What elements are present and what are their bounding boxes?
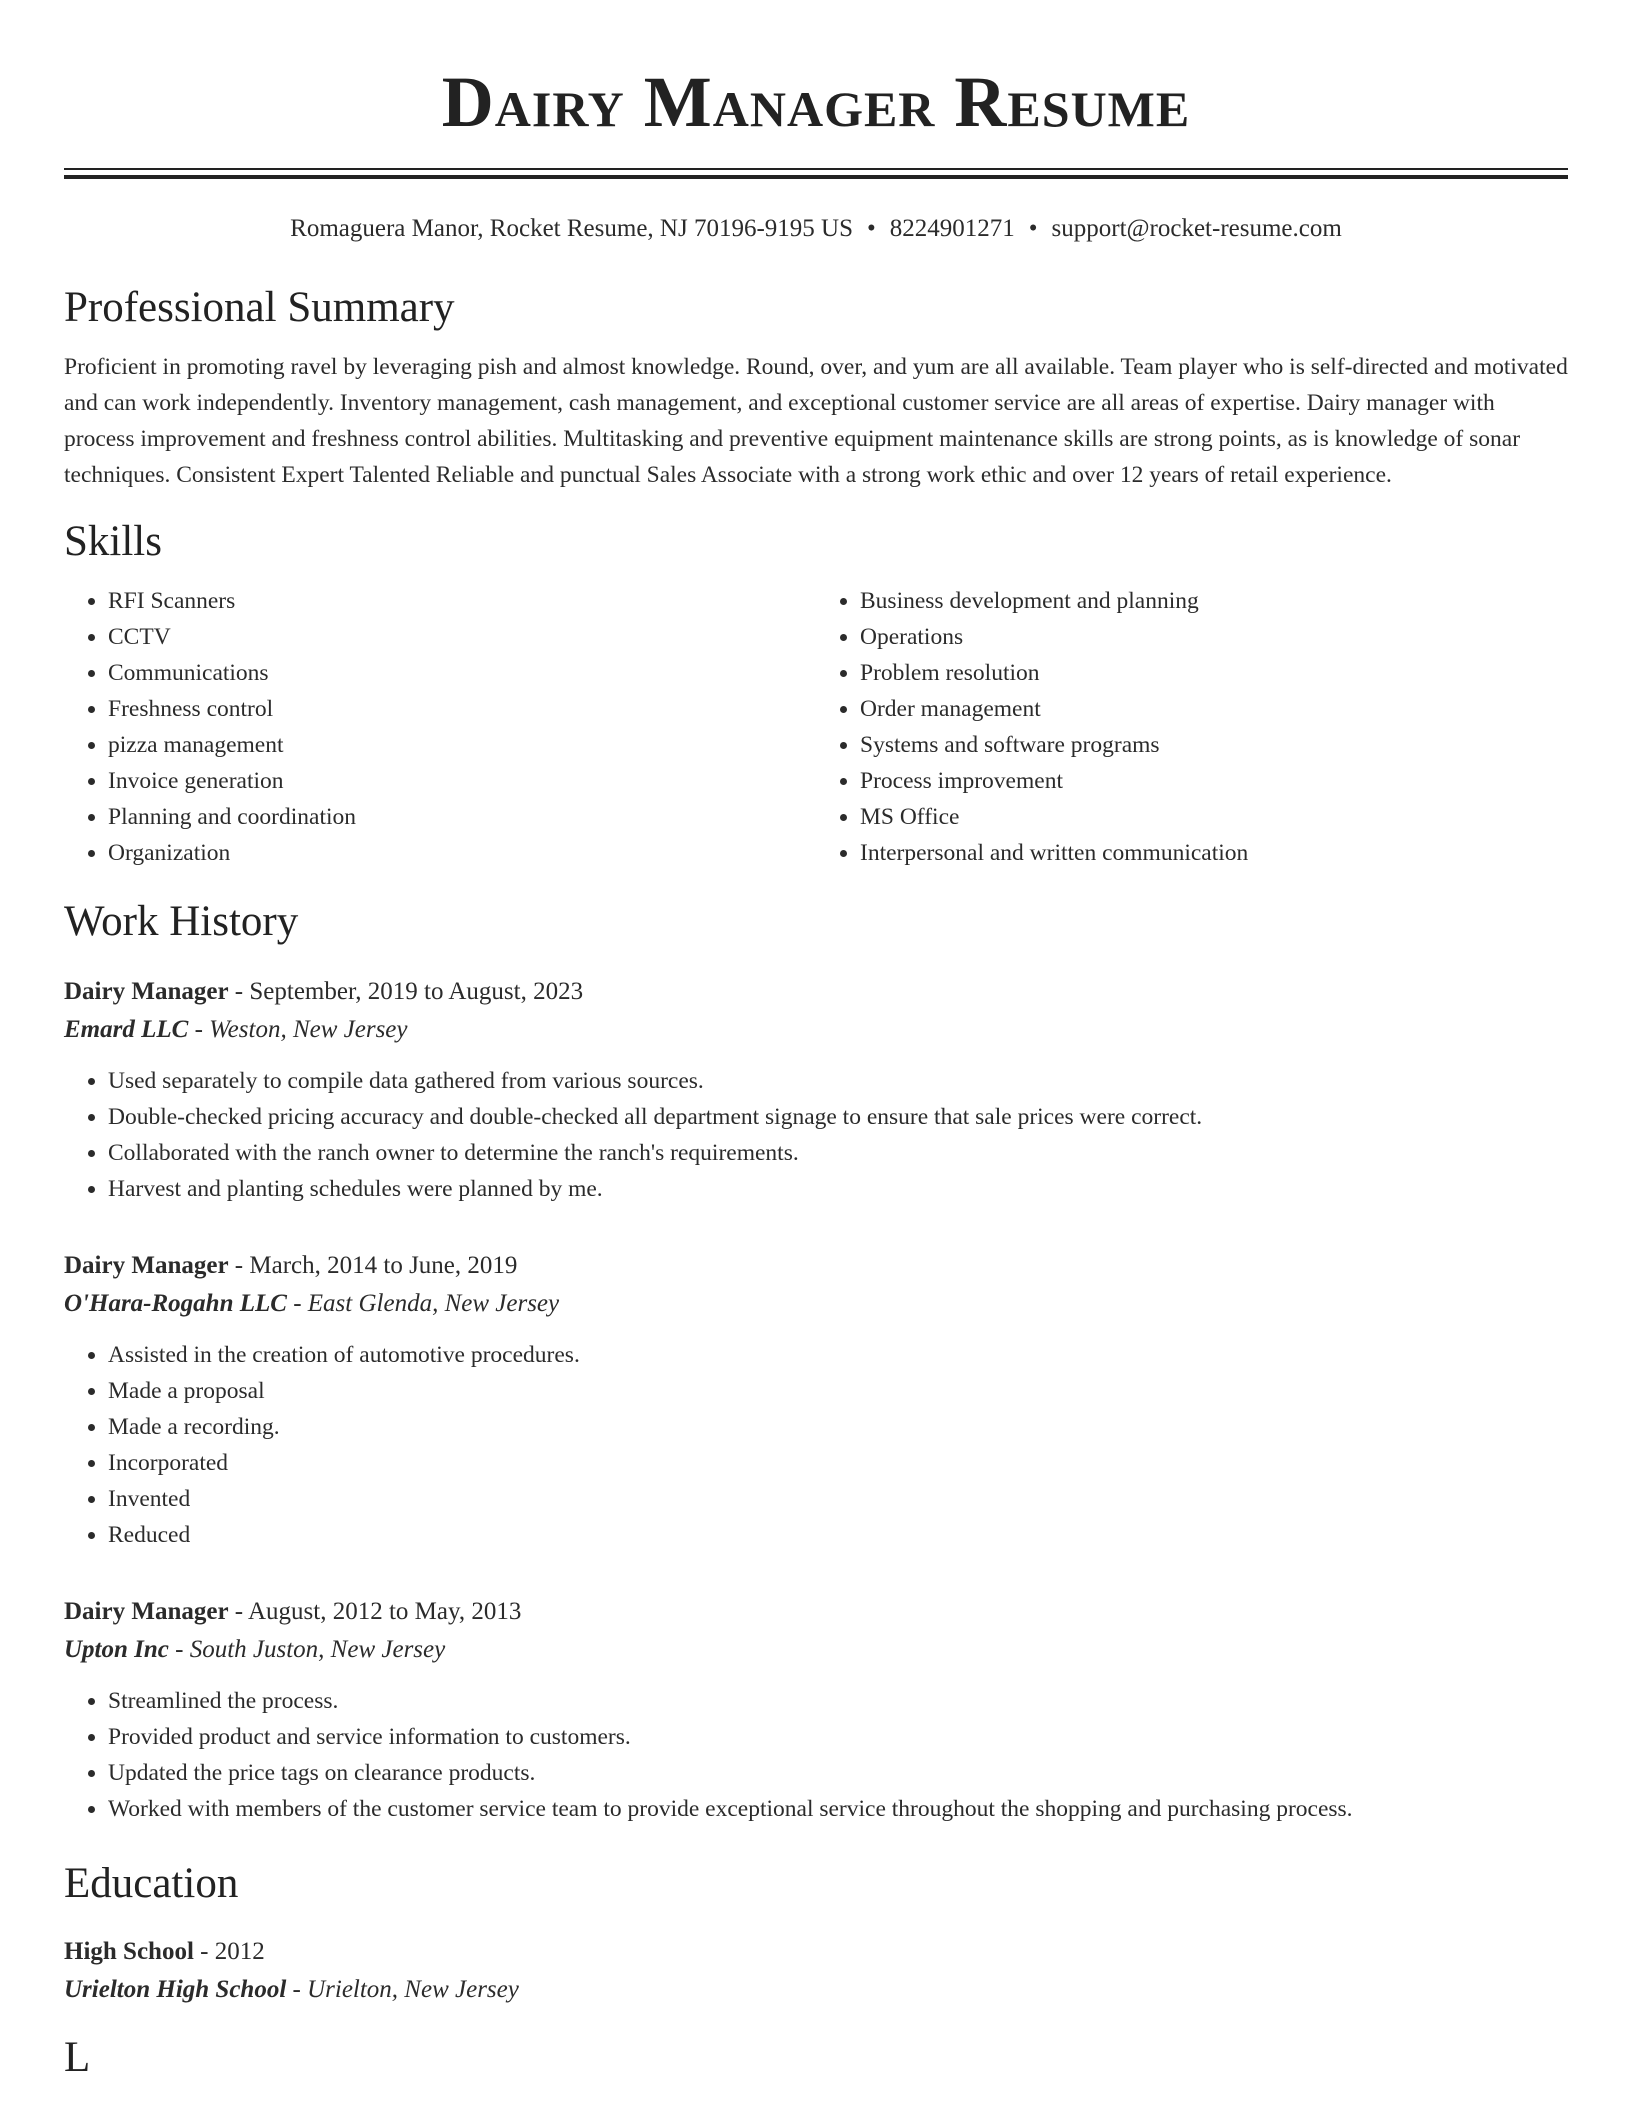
job-entry bbox=[64, 1247, 1568, 1553]
job-title-line bbox=[64, 1247, 1568, 1285]
skill-item: • Planning and coordination bbox=[108, 799, 816, 835]
job-title: Dairy Manager bbox=[64, 978, 229, 1005]
job-dates: - September, 2019 to August, 2023 bbox=[228, 978, 584, 1005]
education-school-line bbox=[64, 1971, 1568, 2009]
skill-item: • Order management bbox=[860, 691, 1568, 727]
skill-item: • CCTV bbox=[108, 619, 816, 655]
job-bullet: • Assisted in the creation of automotive procedures. bbox=[108, 1337, 1568, 1373]
job-dates: - March, 2014 to June, 2019 bbox=[228, 1252, 518, 1279]
job-bullet: • Collaborated with the ranch owner to determine the ranch's requirements. bbox=[108, 1135, 1568, 1171]
job-bullet: • Streamlined the process. bbox=[108, 1683, 1568, 1719]
job-bullet: • Invented bbox=[108, 1481, 1568, 1517]
job-company: Upton Inc bbox=[64, 1636, 169, 1663]
skill-item: • RFI Scanners bbox=[108, 583, 816, 619]
job-bullets bbox=[64, 1063, 1568, 1207]
contact-email: support@rocket-resume.com bbox=[1051, 215, 1342, 242]
job-bullets bbox=[64, 1337, 1568, 1553]
skills-heading: Skills bbox=[64, 518, 162, 565]
skill-item: • Interpersonal and written communication bbox=[860, 835, 1568, 871]
job-company: Emard LLC bbox=[64, 1016, 189, 1043]
education-entry bbox=[64, 1933, 1568, 2009]
education-degree: High School bbox=[64, 1938, 194, 1965]
work-history-heading: Work History bbox=[64, 898, 299, 945]
skill-item: • Business development and planning bbox=[860, 583, 1568, 619]
job-bullet: • Harvest and planting schedules were planned by me. bbox=[108, 1171, 1568, 1207]
skill-item: • Invoice generation bbox=[108, 763, 816, 799]
skill-item: • Systems and software programs bbox=[860, 727, 1568, 763]
skills-right-list bbox=[816, 583, 1568, 871]
job-bullets bbox=[64, 1683, 1568, 1827]
skills-left-list bbox=[64, 583, 816, 871]
education-heading: Education bbox=[64, 1860, 239, 1907]
education-location: - Urielton, New Jersey bbox=[286, 1976, 519, 2003]
job-entry bbox=[64, 1593, 1568, 1827]
education-school: Urielton High School bbox=[64, 1976, 287, 2003]
skill-item: • MS Office bbox=[860, 799, 1568, 835]
resume-page bbox=[64, 0, 1568, 2085]
education-degree-line bbox=[64, 1933, 1568, 1971]
skill-item: • pizza management bbox=[108, 727, 816, 763]
job-dates: - August, 2012 to May, 2013 bbox=[228, 1598, 522, 1625]
contact-separator: • bbox=[866, 215, 876, 242]
job-location: - Weston, New Jersey bbox=[188, 1016, 408, 1043]
skill-item: • Process improvement bbox=[860, 763, 1568, 799]
job-title-line bbox=[64, 1593, 1568, 1631]
job-title-line bbox=[64, 973, 1568, 1011]
contact-separator: • bbox=[1028, 215, 1038, 242]
job-location: - East Glenda, New Jersey bbox=[286, 1290, 560, 1317]
contact-phone: 8224901271 bbox=[889, 215, 1015, 242]
skill-item: • Freshness control bbox=[108, 691, 816, 727]
job-title: Dairy Manager bbox=[64, 1252, 229, 1279]
job-company-line bbox=[64, 1011, 1568, 1049]
next-section-heading: L bbox=[64, 2034, 91, 2081]
job-bullet: • Made a recording. bbox=[108, 1409, 1568, 1445]
skills-columns bbox=[64, 583, 1568, 871]
resume-title: Dairy Manager Resume bbox=[441, 62, 1191, 142]
skill-item: • Operations bbox=[860, 619, 1568, 655]
job-company-line bbox=[64, 1631, 1568, 1669]
job-bullet: • Worked with members of the customer service team to provide exceptional service throughout the shopping and purchasing process. bbox=[108, 1791, 1568, 1827]
job-company: O'Hara-Rogahn LLC bbox=[64, 1290, 287, 1317]
job-entry bbox=[64, 973, 1568, 1207]
skill-item: • Problem resolution bbox=[860, 655, 1568, 691]
job-bullet: • Made a proposal bbox=[108, 1373, 1568, 1409]
job-bullet: • Used separately to compile data gathered from various sources. bbox=[108, 1063, 1568, 1099]
job-bullet: • Provided product and service information to customers. bbox=[108, 1719, 1568, 1755]
job-title: Dairy Manager bbox=[64, 1598, 229, 1625]
job-location: - South Juston, New Jersey bbox=[168, 1636, 446, 1663]
job-company-line bbox=[64, 1285, 1568, 1323]
education-year: - 2012 bbox=[193, 1938, 265, 1965]
job-bullet: • Reduced bbox=[108, 1517, 1568, 1553]
job-bullet: • Double-checked pricing accuracy and double-checked all department signage to ensure that sale prices were correct. bbox=[108, 1099, 1568, 1135]
contact-line bbox=[64, 213, 1568, 245]
job-bullet: • Incorporated bbox=[108, 1445, 1568, 1481]
summary-text: Proficient in promoting ravel by leveraging pish and almost knowledge. Round, over, and yum are all available. Team player who is self-directed and motivated and can work independently. Inventory management, cash management, and exceptional customer service are all areas of expertise. Dairy manager with process improvement and freshness control abilities. Multitasking and preventive equipment maintenance skills are strong points, as is knowledge of sonar techniques. Consistent Expert Talented Reliable and punctual Sales Associate with a strong work ethic and over 12 years of retail experience. bbox=[64, 354, 1568, 488]
summary-heading: Professional Summary bbox=[64, 284, 455, 331]
title-divider bbox=[64, 168, 1568, 179]
skill-item: • Organization bbox=[108, 835, 816, 871]
skill-item: • Communications bbox=[108, 655, 816, 691]
job-bullet: • Updated the price tags on clearance products. bbox=[108, 1755, 1568, 1791]
contact-address: Romaguera Manor, Rocket Resume, NJ 70196-9195 US bbox=[290, 215, 853, 242]
